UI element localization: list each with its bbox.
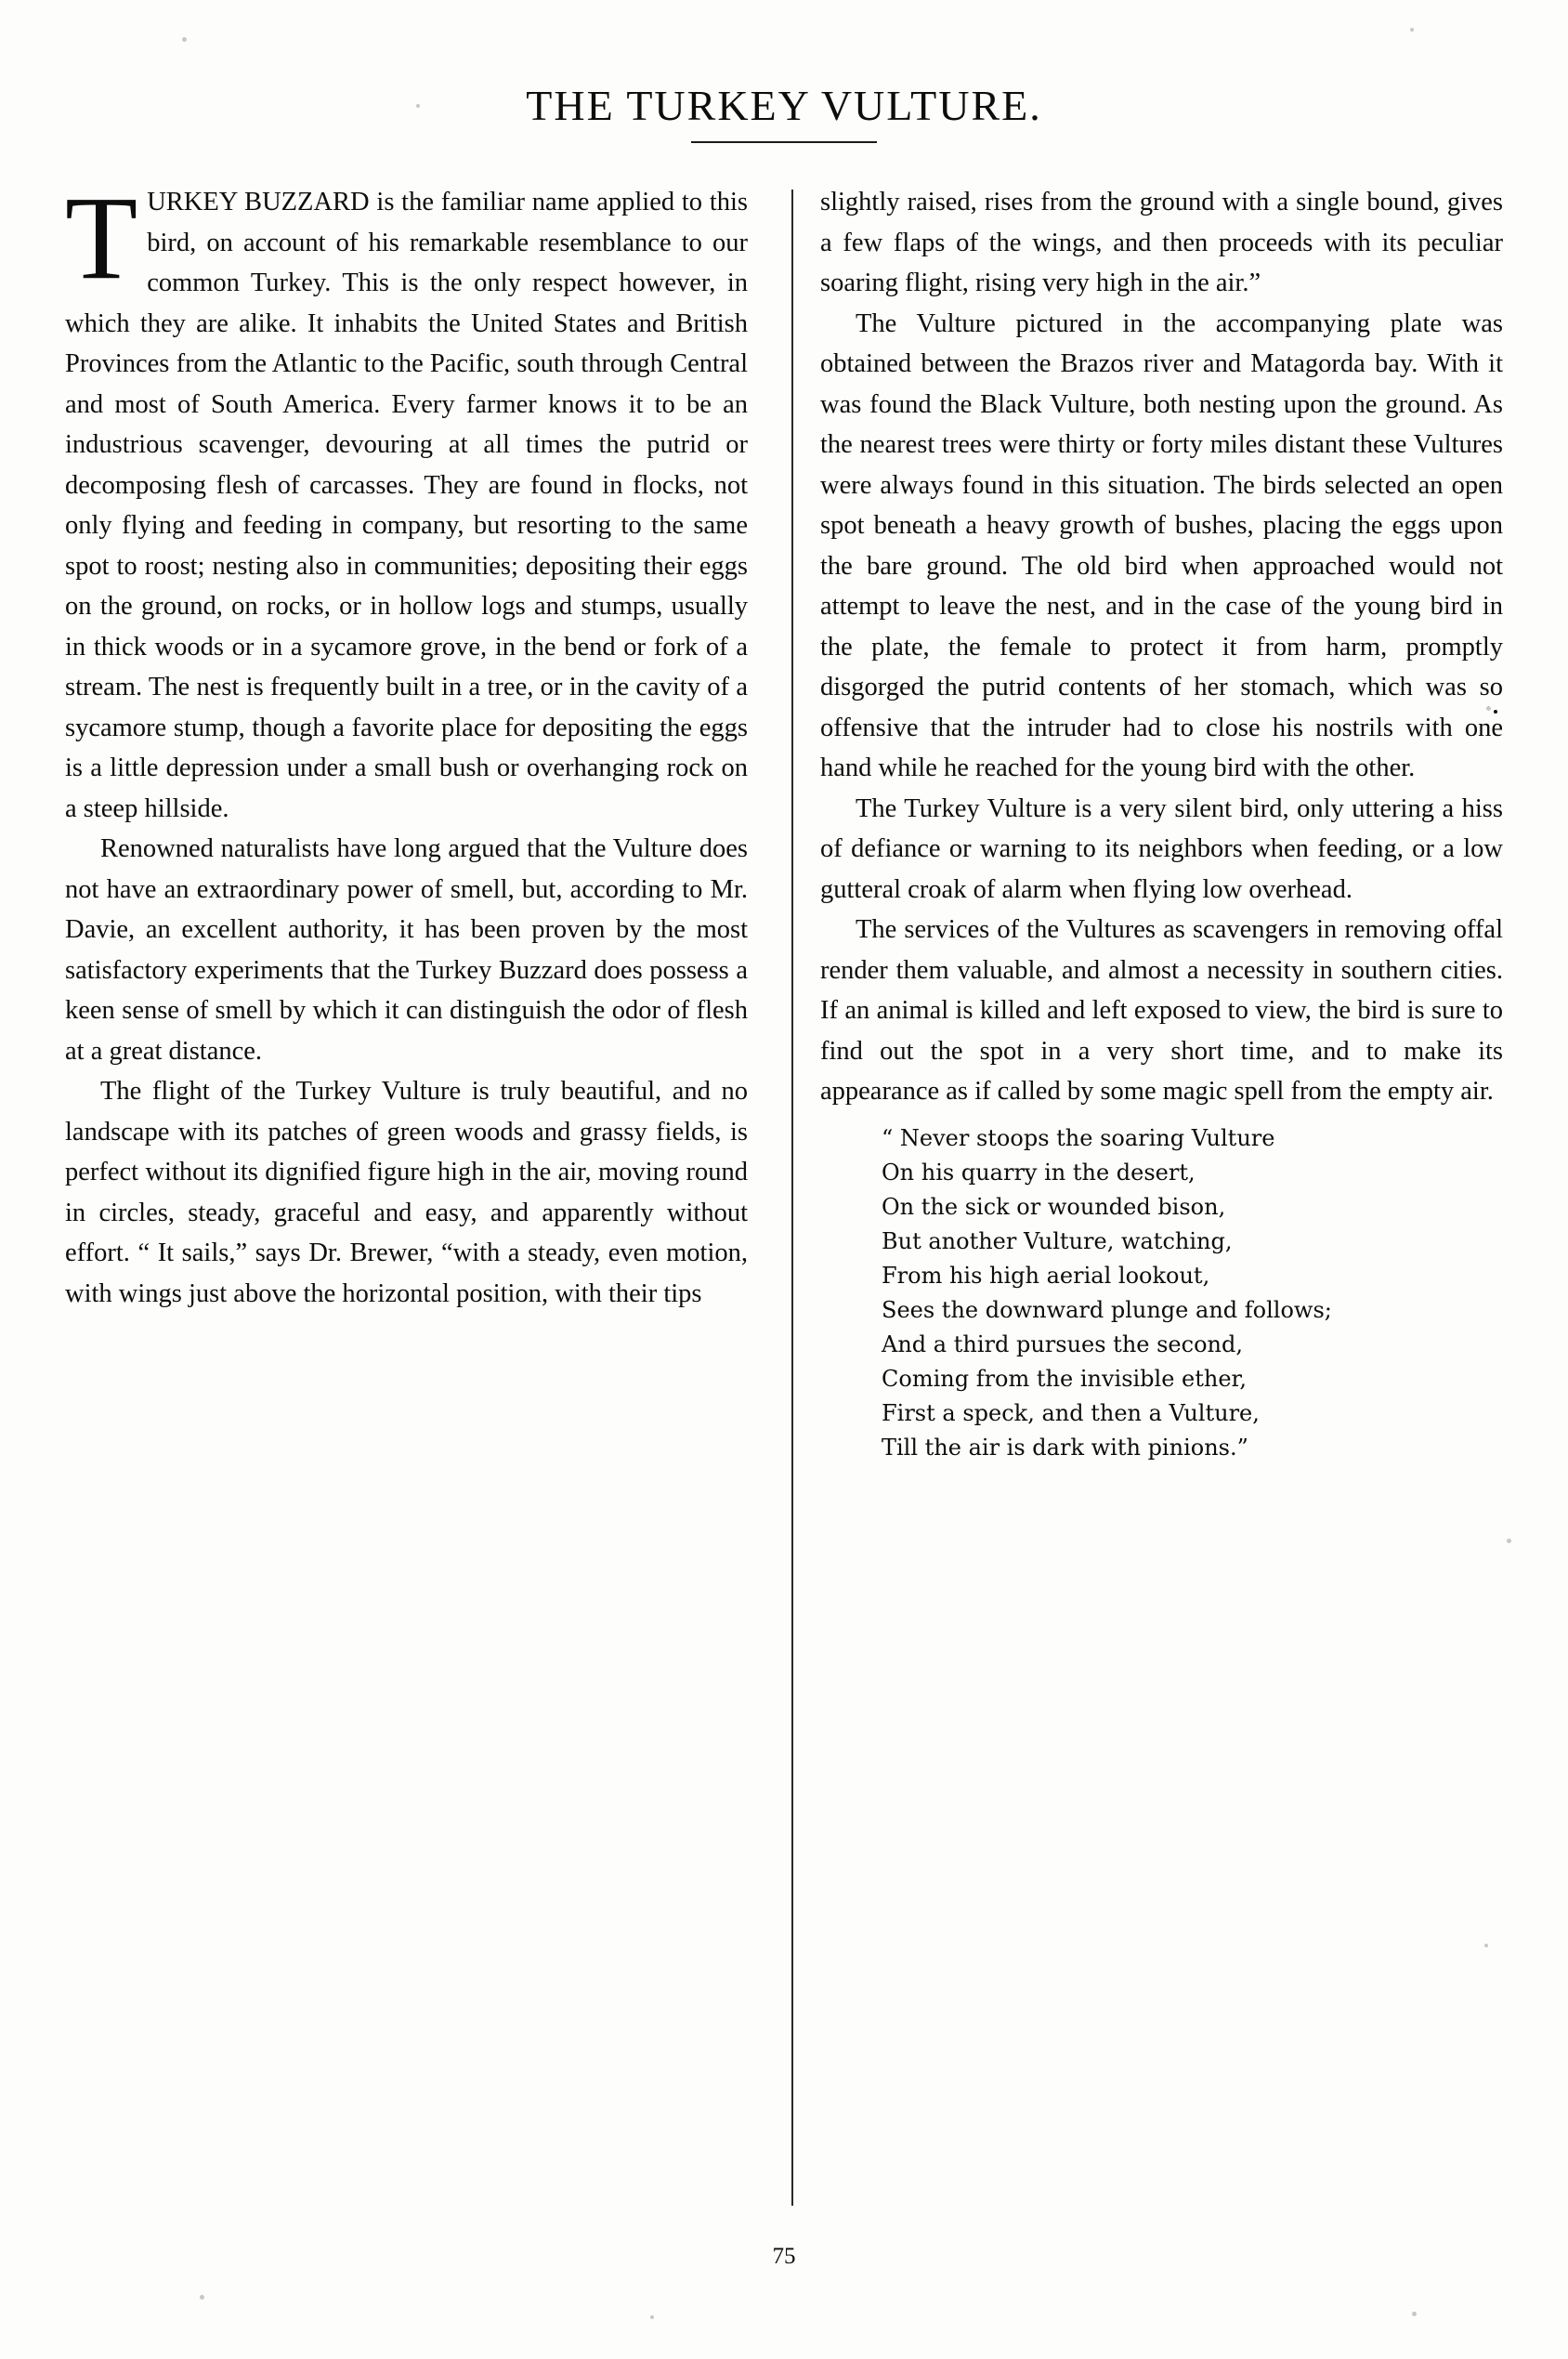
paper-speck (1507, 1539, 1511, 1543)
paper-speck (650, 2315, 654, 2319)
paper-speck (1410, 28, 1414, 32)
title-divider-rule (691, 141, 877, 143)
poem-line: Till the air is dark with pinions.” (882, 1434, 1248, 1461)
paragraph-left-2: Renowned naturalists have long argued that the Vulture does not have an extraordinary power of smell, but, according to Mr. Davie, an excellent authority, it has been proven by the most satisfactory experiments that the Turkey Buzzard does possess a keen sense of smell by which it can distinguish the odor of flesh at a great distance. (65, 834, 748, 1066)
poem-line: And a third pursues the second, (882, 1330, 1243, 1357)
paper-speck (1486, 706, 1491, 711)
paper-speck (416, 104, 420, 108)
page-title: THE TURKEY VULTURE. (526, 81, 1042, 129)
article-body (65, 172, 1503, 2226)
poem-line: Coming from the invisible ether, (882, 1365, 1248, 1392)
poem-line: “ Never stoops the soaring Vulture (882, 1124, 1275, 1151)
poem-line: From his high aerial lookout, (882, 1262, 1210, 1289)
left-column (65, 172, 748, 1314)
paragraph-right-4: The services of the Vultures as scavengers in removing offal render them valuable, and almost a necessity in southern cities. If an animal is killed and left exposed to view, the bird is sure to find out the spot in a very short time, and to make its appearance as if called by some magic spell from the empty air. (820, 915, 1503, 1106)
paper-speck (1412, 2312, 1417, 2316)
page-number: 75 (772, 2244, 796, 2269)
paragraph-left-3: The flight of the Turkey Vulture is truly beautiful, and no landscape with its patches of green woods and grassy fields, is perfect without its dignified figure high in the air, moving round in circles, steady, graceful and easy, and apparently without effort. “ It sails,” says Dr. Brewer, “with a steady, even motion, with wings just above the horizontal position, with their tips (65, 1077, 748, 1308)
paragraph-right-3: The Turkey Vulture is a very silent bird, only uttering a hiss of defiance or warning to its neighbors when feeding, or a low gutteral croak of alarm when flying low overhead. (820, 793, 1503, 904)
drop-cap-letter: T (65, 172, 138, 304)
paragraph-right-2: The Vulture pictured in the accompanying plate was obtained between the Brazos river and Matagorda bay. With it was found the Black Vulture, both nesting upon the ground. As the nearest trees were thirty or forty miles distant these Vultures were always found in this situation. The birds selected an open spot beneath a heavy growth of bushes, placing the eggs upon the bare ground. The old bird when approached would not attempt to leave the nest, and in the case of the young bird in the plate, the female to protect it from harm, promptly disgorged the putrid contents of her stomach, which was so offensive that the intruder had to close his nostrils with one hand while he reached for the young bird with the other. (820, 308, 1503, 782)
paragraph-left-1-text: URKEY BUZZARD is the familiar name applied to this bird, on account of his remarkable resemblance to our common Turkey. This is the only respect however, in which they are alike. It inhabits the United States and British Provinces from the Atlantic to the Pacific, south through Central and most of South America. Every farmer knows it to be an industrious scavenger, devouring at all times the putrid or decomposing flesh of carcasses. They are found in flocks, not only flying and feeding in company, but resorting to the same spot to roost; nesting also in communities; depositing their eggs on the ground, on rocks, or in hollow logs and stumps, usually in thick woods or in a sycamore grove, in the bend or fork of a stream. The nest is frequently built in a tree, or in the cavity of a sycamore stump, though a favorite place for depositing the eggs is a little depression under a small bush or overhanging rock on a steep hillside. (65, 188, 748, 823)
poem-quotation (882, 1121, 1503, 1465)
paragraph-left-1 (65, 172, 748, 829)
column-divider-rule (791, 190, 793, 2206)
right-column (820, 182, 1503, 1465)
margin-mark (1494, 710, 1497, 714)
poem-line: On the sick or wounded bison, (882, 1193, 1226, 1220)
paper-speck (182, 37, 187, 42)
poem-line: But another Vulture, watching, (882, 1227, 1233, 1254)
poem-line: Sees the downward plunge and follows; (882, 1296, 1332, 1323)
paper-speck (1484, 1944, 1488, 1947)
poem-line: First a speck, and then a Vulture, (882, 1399, 1260, 1426)
paper-speck (200, 2295, 204, 2300)
paragraph-right-1: slightly raised, rises from the ground with a single bound, gives a few flaps of the wings, and then proceeds with its peculiar soaring flight, rising very high in the air.” (820, 188, 1503, 297)
poem-line: On his quarry in the desert, (882, 1159, 1196, 1186)
